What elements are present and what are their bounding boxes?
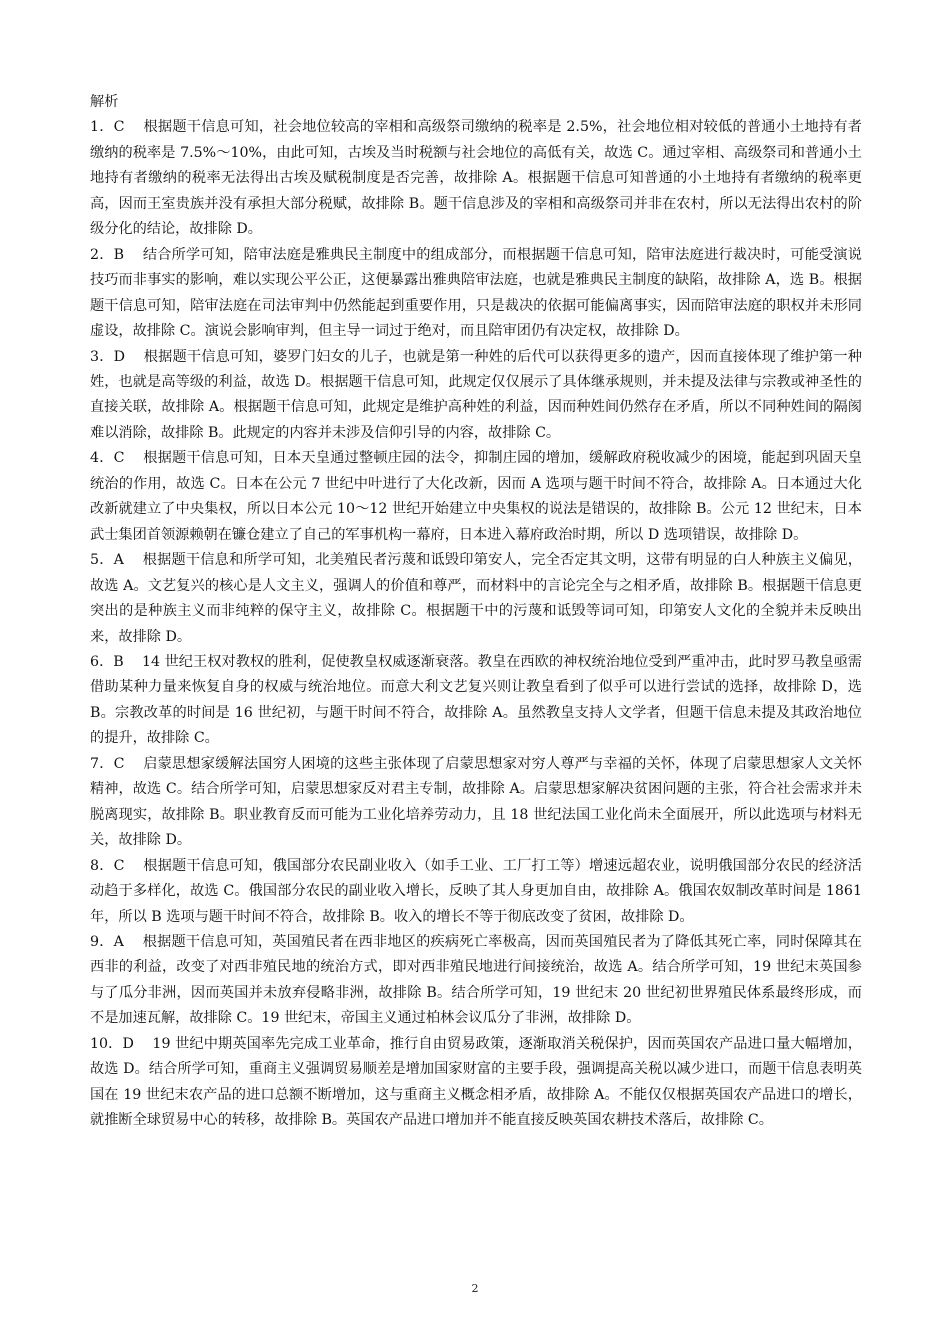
answer-text: 根据题干信息可知，婆罗门妇女的儿子，也就是第一种姓的后代可以获得更多的遗产，因而直接体现了维护第一种姓，也就是高等级的利益，故选 D。根据题干信息可知，此规定仅仅展示了具体继承规则，并未提及法律与宗教或神圣性的直接关联，故排除 A。根据题干信息可知，此规定是维护高种姓的利益，因而种姓间仍然存在矛盾，所以不同种姓间的隔阂难以消除，故排除 B。此规定的内容并未涉及信仰引导的内容，故排除 C。 bbox=[90, 348, 862, 441]
answer-number: 2．B bbox=[90, 246, 125, 263]
answer-item-9 bbox=[90, 930, 862, 1032]
answer-number: 6．B bbox=[90, 653, 124, 670]
answer-text: 启蒙思想家缓解法国穷人困境的这些主张体现了启蒙思想家对穷人尊严与幸福的关怀，体现了启蒙思想家人文关怀精神，故选 C。结合所学可知，启蒙思想家反对君主专制，故排除 A。启蒙思想家解决贫困问题的主张，符合社会需求并未脱离现实，故排除 B。职业教育反而可能为工业化培养劳动力，且 18 世纪法国工业化尚未全面展开，所以此选项与材料无关，故排除 D。 bbox=[90, 755, 862, 849]
answer-item-10 bbox=[90, 1032, 862, 1134]
answer-text: 14 世纪王权对教权的胜利，促使教皇权威逐渐衰落。教皇在西欧的神权统治地位受到严重冲击，此时罗马教皇亟需借助某种力量来恢复自身的权威与统治地位。而意大利文艺复兴则让教皇看到了似乎可以进行尝试的选择，故排除 D，选 B。宗教改革的时间是 16 世纪初，与题干时间不符合，故排除 A。虽然教皇支持人文学者，但题干信息未提及其政治地位的提升，故排除 C。 bbox=[90, 653, 862, 747]
section-heading: 解析 bbox=[90, 94, 119, 110]
answer-item-6 bbox=[90, 650, 862, 752]
answer-text: 19 世纪中期英国率先完成工业革命，推行自由贸易政策，逐渐取消关税保护，因而英国农产品进口量大幅增加，故选 D。结合所学可知，重商主义强调贸易顺差是增加国家财富的主要手段，强调提高关税以减少进口，而题干信息表明英国在 19 世纪末农产品的进口总额不断增加，这与重商主义概念相矛盾，故排除 A。不能仅仅根据英国农产品进口的增长，就推断全球贸易中心的转移，故排除 B。英国农产品进口增加并不能直接反映英国农耕技术落后，故排除 C。 bbox=[90, 1035, 862, 1129]
answer-item-3 bbox=[90, 345, 862, 447]
answer-text: 根据题干信息可知，俄国部分农民副业收入（如手工业、工厂打工等）增速远超农业，说明俄国部分农民的经济活动趋于多样化，故选 C。俄国部分农民的副业收入增长，反映了其人身更加自由，故排除 A。俄国农奴制改革时间是 1861 年，所以 B 选项与题干时间不符合，故排除 B。收入的增长不等于彻底改变了贫困，故排除 D。 bbox=[90, 857, 862, 925]
answer-text: 结合所学可知，陪审法庭是雅典民主制度中的组成部分，而根据题干信息可知，陪审法庭进行裁决时，可能受演说技巧而非事实的影响，难以实现公平公正，这便暴露出雅典陪审法庭，也就是雅典民主制度的缺陷，故排除 A，选 B。根据题干信息可知，陪审法庭在司法审判中仍然能起到重要作用，只是裁决的依据可能偏离事实，因而陪审法庭的职权并未形同虚设，故排除 C。演说会影响审判，但主导一词过于绝对，而且陪审团仍有决定权，故排除 D。 bbox=[90, 246, 862, 340]
answer-number: 4．C bbox=[90, 450, 125, 467]
answer-number: 10．D bbox=[90, 1035, 134, 1052]
answer-number: 1．C bbox=[90, 119, 125, 136]
answer-number: 8．C bbox=[90, 857, 125, 874]
answer-text: 根据题干信息可知，社会地位较高的宰相和高级祭司缴纳的税率是 2.5%，社会地位相对较低的普通小土地持有者缴纳的税率是 7.5%～10%，由此可知，古埃及当时税额与社会地位的高低有关，故选 C。通过宰相、高级祭司和普通小土地持有者缴纳的税率无法得出古埃及赋税制度是否完善，故排除 A。根据题干信息可知普通的小土地持有者缴纳的税率更高，因而王室贵族并没有承担大部分税赋，故排除 B。题干信息涉及的宰相和高级祭司并非在农村，所以无法得出农村的阶级分化的结论，故排除 D。 bbox=[90, 119, 862, 238]
answer-text: 根据题干信息可知，英国殖民者在西非地区的疾病死亡率极高，因而英国殖民者为了降低其死亡率，同时保障其在西非的利益，改变了对西非殖民地的统治方式，即对西非殖民地进行间接统治，故选 A。结合所学可知，19 世纪末英国参与了瓜分非洲，因而英国并未放弃侵略非洲，故排除 B。结合所学可知，19 世纪末 20 世纪初世界殖民体系最终形成，而不是加速瓦解，故排除 C。19 世纪末，帝国主义通过柏林会议瓜分了非洲，故排除 D。 bbox=[90, 933, 862, 1027]
answer-number: 3．D bbox=[90, 348, 125, 365]
answer-text: 根据题干信息和所学可知，北美殖民者污蔑和诋毁印第安人，完全否定其文明，这带有明显的白人种族主义偏见，故选 A。文艺复兴的核心是人文主义，强调人的价值和尊严，而材料中的言论完全与之相矛盾，故排除 B。根据题干信息更突出的是种族主义而非纯粹的保守主义，故排除 C。根据题干中的污蔑和诋毁等词可知，印第安人文化的全貌并未反映出来，故排除 D。 bbox=[90, 552, 862, 645]
answer-item-1 bbox=[90, 115, 862, 242]
answer-number: 9．A bbox=[90, 933, 124, 950]
answer-item-5 bbox=[90, 548, 862, 650]
answer-text: 根据题干信息可知，日本天皇通过整顿庄园的法令，抑制庄园的增加，缓解政府税收减少的困境，能起到巩固天皇统治的作用，故选 C。日本在公元 7 世纪中叶进行了大化改新，因而 A 选项与题干时间不符合，故排除 A。日本通过大化改新就建立了中央集权，所以日本公元 10～12 世纪开始建立中央集权的说法是错误的，故排除 B。公元 12 世纪末，日本武士集团首领源赖朝在镰仓建立了自己的军事机构一幕府，日本进入幕府政治时期，所以 D 选项错误，故排除 D。 bbox=[90, 450, 862, 543]
answer-item-2 bbox=[90, 243, 862, 345]
answer-number: 7．C bbox=[90, 755, 125, 772]
page-number: 2 bbox=[471, 1282, 479, 1295]
answer-item-8 bbox=[90, 854, 862, 930]
answer-item-7 bbox=[90, 752, 862, 854]
answer-page bbox=[90, 90, 862, 1134]
answer-item-4 bbox=[90, 446, 862, 548]
answer-number: 5．A bbox=[90, 552, 124, 569]
